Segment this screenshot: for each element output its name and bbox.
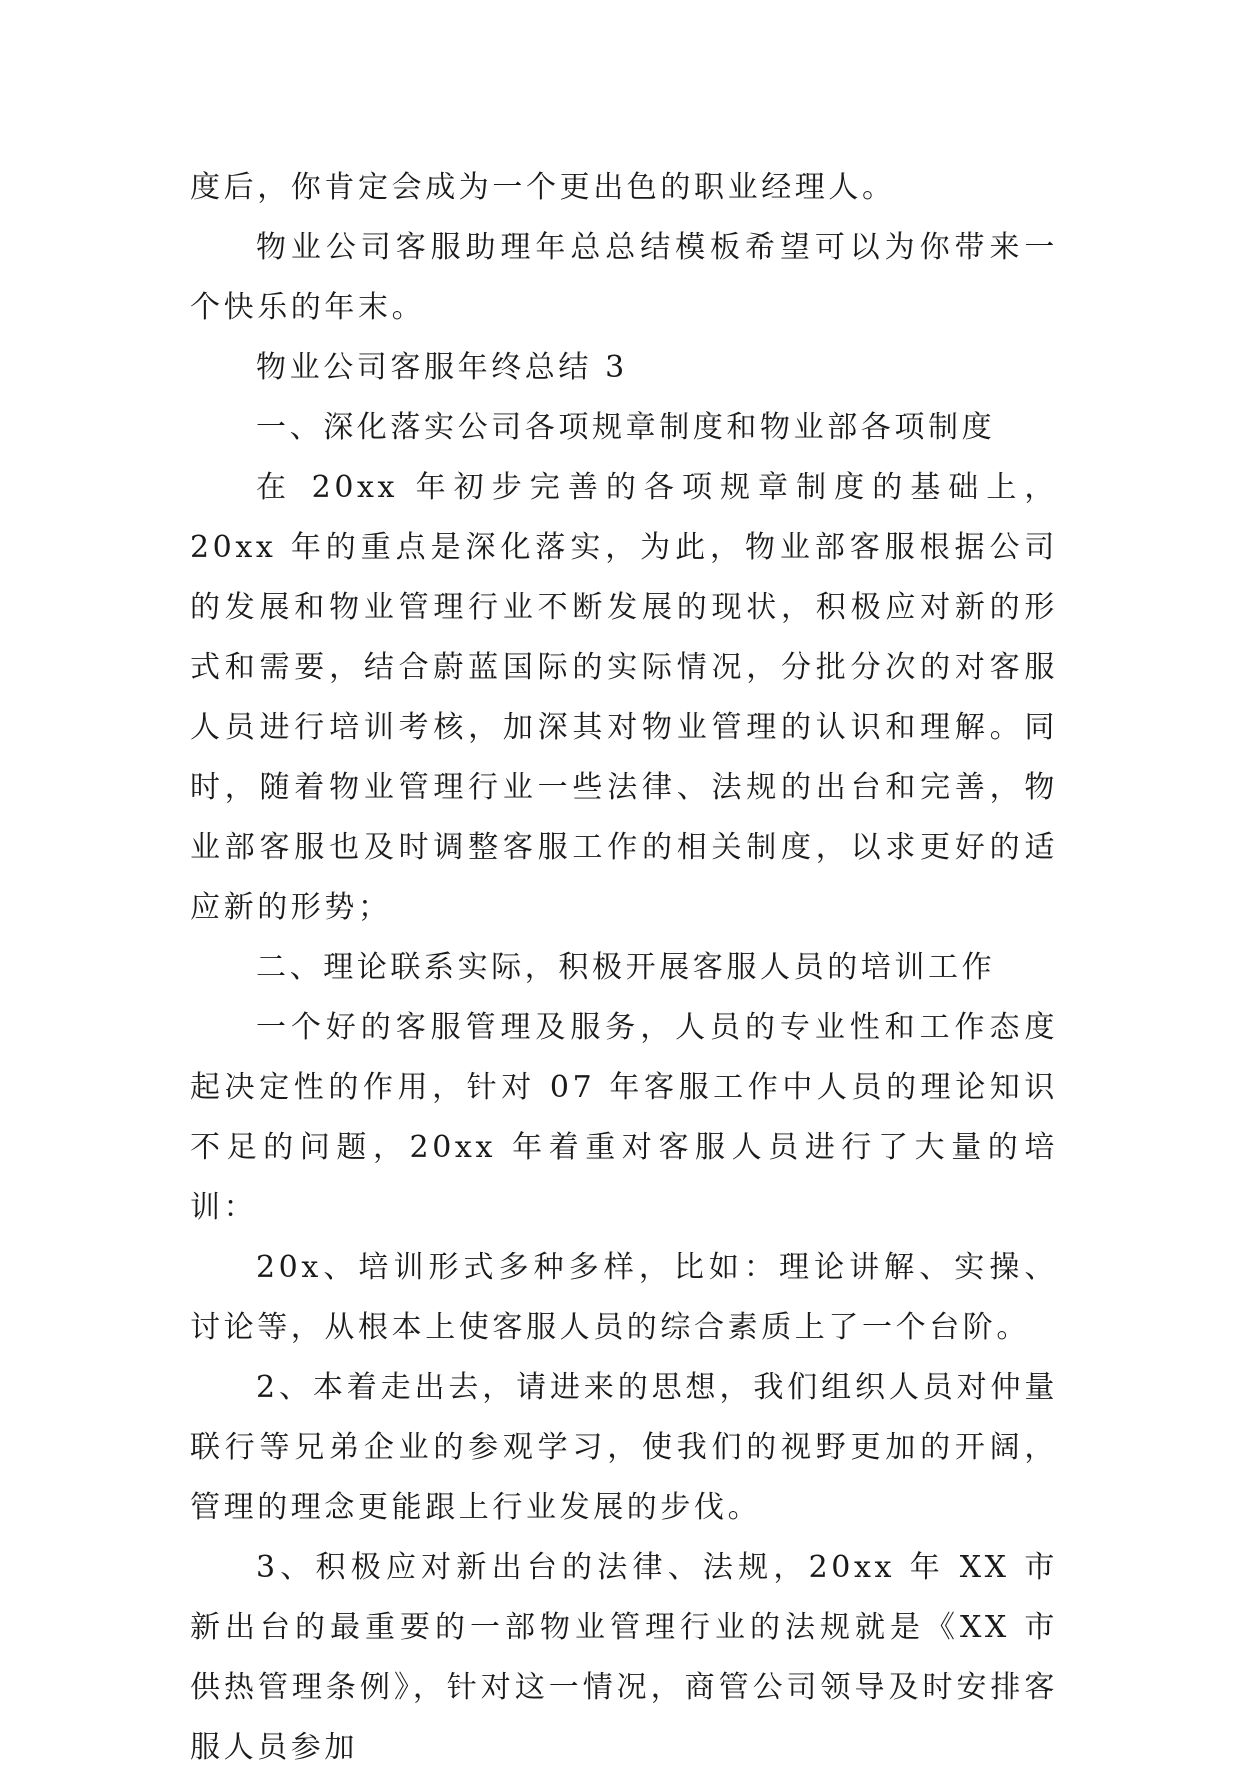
list-item: 20x、培训形式多种多样，比如：理论讲解、实操、讨论等，从根本上使客服人员的综合素质上了一个台阶。 xyxy=(190,1250,1058,1345)
list-item: 3、积极应对新出台的法律、法规，20xx 年 XX 市新出台的最重要的一部物业管理行业的法规就是《XX 市供热管理条例》，针对这一情况，商管公司领导及时安排客服人员参加 xyxy=(190,1550,1058,1765)
heading-two: 二、理论联系实际，积极开展客服人员的培训工作 xyxy=(256,950,996,985)
list-item: 2、本着走出去，请进来的思想，我们组织人员对仲量联行等兄弟企业的参观学习，使我们的视野更加的开阔，管理的理念更能跟上行业发展的步伐。 xyxy=(190,1370,1058,1525)
paragraph-body: 一个好的客服管理及服务，人员的专业性和工作态度起决定性的作用，针对 07 年客服工作中人员的理论知识不足的问题，20xx 年着重对客服人员进行了大量的培训： xyxy=(190,1010,1058,1225)
document-body xyxy=(190,158,1058,1778)
section-title: 物业公司客服年终总结 3 xyxy=(256,350,628,385)
paragraph-continuation: 度后，你肯定会成为一个更出色的职业经理人。 xyxy=(190,170,896,205)
paragraph-closing-wish: 物业公司客服助理年总总结模板希望可以为你带来一个快乐的年末。 xyxy=(190,230,1058,325)
heading-one: 一、深化落实公司各项规章制度和物业部各项制度 xyxy=(256,410,996,445)
paragraph-body: 在 20xx 年初步完善的各项规章制度的基础上，20xx 年的重点是深化落实，为此，物业部客服根据公司的发展和物业管理行业不断发展的现状，积极应对新的形式和需要，结合蔚蓝国际的实际情况，分批分次的对客服人员进行培训考核，加深其对物业管理的认识和理解。同时，随着物业管理行业一些法律、法规的出台和完善，物业部客服也及时调整客服工作的相关制度，以求更好的适应新的形势； xyxy=(190,470,1058,925)
